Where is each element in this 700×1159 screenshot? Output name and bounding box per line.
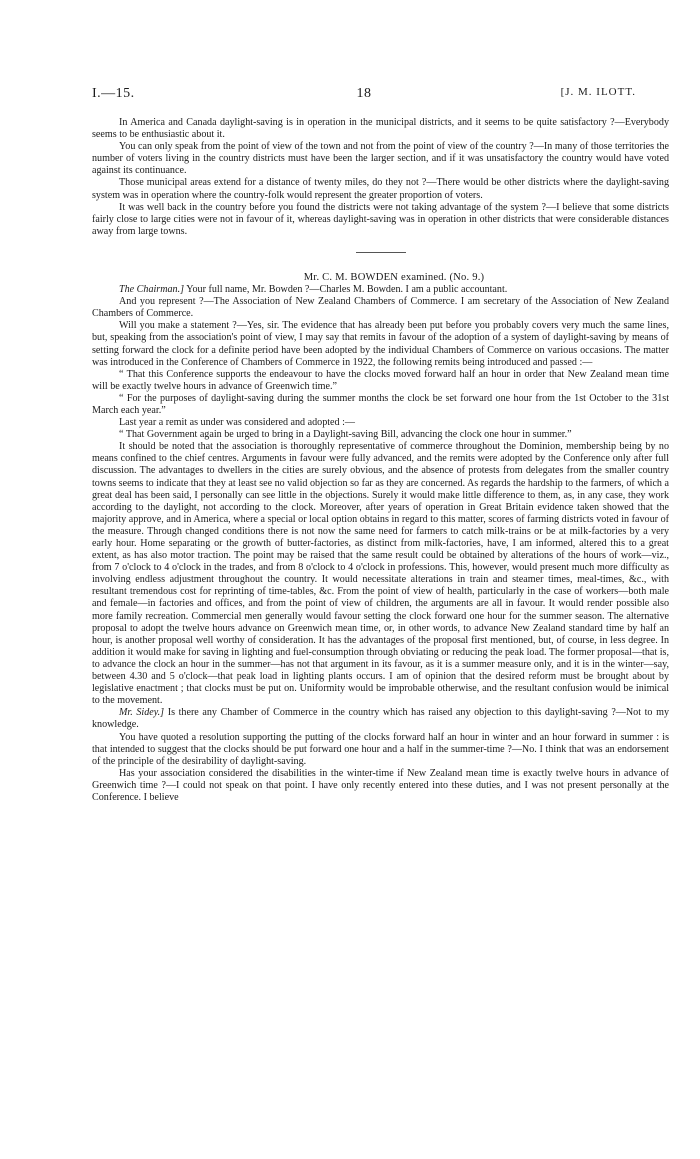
- page-header: [92, 86, 636, 106]
- paragraph: Has your association considered the disabilities in the winter-time if New Zealand mean time is exactly twelve hours in advance of Greenwich time ?—I could not speak on that point. I have only recently entered into these duties, and I was not present personally at the Conference. I believe: [92, 767, 669, 803]
- body-text: [92, 117, 669, 804]
- page-number: 18: [356, 86, 372, 101]
- quoted-remit: “ For the purposes of daylight-saving during the summer months the clock be set forward one hour from the 1st October to the 31st March each year.”: [92, 392, 669, 416]
- speaker-label: The Chairman.]: [119, 284, 185, 296]
- paragraph: It was well back in the country before you found the districts were not taking advantage of the system ?—I believe that some districts fairly close to large cities were not in favour of it, whereas daylight-saving was in operation in other districts that were considerable distances away from large towns.: [92, 201, 669, 237]
- paragraph: [92, 284, 669, 296]
- quoted-remit: “ That this Conference supports the endeavour to have the clocks moved forward half an hour in order that New Zealand mean time will be exactly twelve hours in advance of Greenwich time.”: [92, 368, 669, 392]
- paragraph: It should be noted that the association is thoroughly representative of commerce throughout the Dominion, membership being by no means confined to the chief centres. Arguments in favour were fully advanced, and the remits were adopted by the Conference only after full discussion. The advantages to dwellers in the cities are surely obvious, and the absence of protests from delegates from the smaller country towns seems to indicate that they at least see no valid objection so far as they are concerned. As regards the hardship to the farmers, of which a great deal has been said, I personally can see little in the objections. Surely it would make little difference to them, as, in any case, they work according to the daylight, not according to the clock. Moreover, after years of operation in Great Britain evidence taken showed that the majority approve, and in America, where a special or local option obtains in regard to this matter, scores of farming districts voted in favour of the measure. Through changed conditions there is not now the same need for farmers to catch milk-trains or be at milk-factories by a very early hour. Home separating or the growth of butter-factories, as distinct from milk-factories, have, I am informed, altered this to a great extent, as has also motor traction. The point may be raised that the same result could be obtained by alterations of the hours of work—viz., from 7 o'clock to 4 o'clock in the trades, and from 8 o'clock to 4 o'clock in professions. This, however, would present much more difficulty as involving endless adjustment throughout the country. It would necessitate alterations in train and steamer times, meal-times, &c., with resultant tremendous cost for reprinting of time-tables, &c. From the point of view of health, particularly in the case of workers—both male and female—in factories and offices, and from the point of view of children, the arguments are all in favour. It would render possible also more family recreation. Commercial men generally would favour setting the clock forward one hour for the summer season. The alternative proposal to adopt the twelve hours advance on Greenwich mean time, or, in other words, to advance New Zealand standard time by half an hour, is another proposal well worthy of consideration. It has the advantages of the proposal first mentioned, but, of course, in less degree. In addition it would make for saving in lighting and fuel-consumption through obviating or reducing the peak load. The former proposal—that is, to advance the clock an hour in the summer—has not that argument in its favour, as it is a summer measure only, and it is in the winter—say, between 4.30 and 5 o'clock—that peak load in lighting plants occurs. I am of opinion that the desired reform must be brought about by legislative enactment ; that clocks must be put on. Uniformity would be improbable otherwise, and the resultant confusion would be inimical to the movement.: [92, 441, 669, 707]
- paragraph: [92, 707, 669, 731]
- witness-name: [J. M. ILOTT.: [560, 86, 636, 98]
- paragraph: Those municipal areas extend for a distance of twenty miles, do they not ?—There would be other districts where the daylight-saving system was in operation where the country-folk would represent the greater proportion of voters.: [92, 177, 669, 201]
- paragraph-text: Is there any Chamber of Commerce in the country which has raised any objection to this daylight-saving ?—Not to my knowledge.: [92, 707, 669, 731]
- paragraph: And you represent ?—The Association of New Zealand Chambers of Commerce. I am secretary of the Association of New Zealand Chambers of Commerce.: [92, 296, 669, 320]
- section-heading: Mr. C. M. BOWDEN examined. (No. 9.): [303, 271, 485, 283]
- paragraph: In America and Canada daylight-saving is in operation in the municipal districts, and it seems to be quite satisfactory ?—Everybody seems to be enthusiastic about it.: [92, 117, 669, 141]
- paragraph-text: Your full name, Mr. Bowden ?—Charles M. Bowden. I am a public accountant.: [186, 284, 508, 296]
- section-divider: [356, 252, 406, 253]
- quoted-remit: “ That Government again be urged to bring in a Daylight-saving Bill, advancing the clock one hour in summer.”: [119, 429, 572, 441]
- paragraph: You have quoted a resolution supporting the putting of the clocks forward half an hour in winter and an hour forward in summer : is that intended to suggest that the clocks should be put forward one hour and a half in the summer-time ?—No. I think that was an endorsement of the principle of the desirability of daylight-saving.: [92, 731, 669, 767]
- paragraph: Last year a remit as under was considered and adopted :—: [119, 417, 355, 429]
- report-reference: I.—15.: [92, 86, 135, 101]
- paragraph: Will you make a statement ?—Yes, sir. The evidence that has already been put before you probably covers very much the same lines, but, speaking from the association's point of view, I may say that remits in favour of the adoption of a system of daylight-saving by means of setting forward the clock for a definite period have been adopted by the individual Chambers of Commerce on various occasions. The matter was introduced in the Conference of Chambers of Commerce in 1922, the following remits being introduced and passed :—: [92, 320, 669, 368]
- paragraph: You can only speak from the point of view of the town and not from the point of view of the country ?—In many of those territories the number of voters living in the country districts must have been the larger section, and if it was unsatisfactory the country would have voted against its continuance.: [92, 141, 669, 177]
- speaker-label: Mr. Sidey.]: [119, 707, 165, 719]
